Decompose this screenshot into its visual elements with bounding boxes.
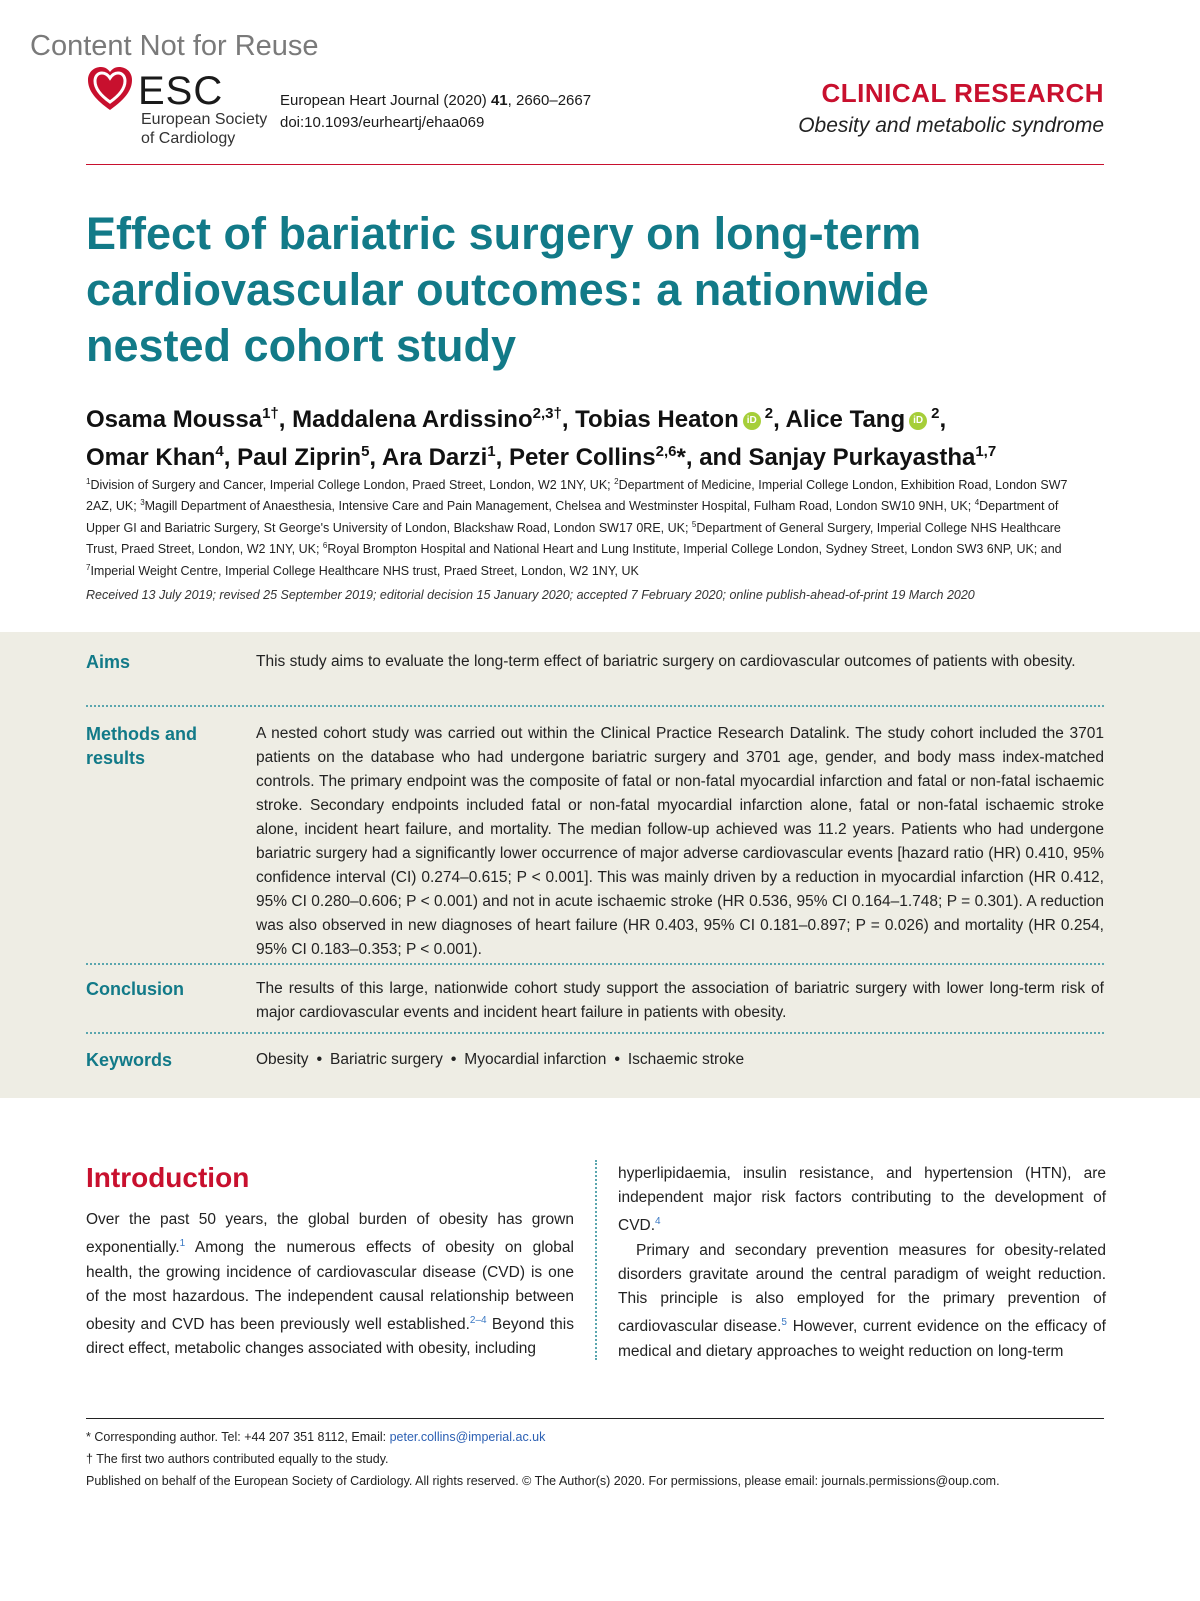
citation-link[interactable]: 2–4 <box>469 1314 487 1326</box>
author[interactable]: Osama Moussa$^{1\dagger}$ <box>86 405 279 433</box>
citation-link[interactable]: 1 <box>179 1238 186 1250</box>
aims-label: Aims <box>86 652 131 672</box>
author[interactable]: Maddalena Ardissino$^{2,3\dagger}$ <box>292 405 562 433</box>
header-divider <box>86 164 1104 165</box>
footnotes <box>86 1426 1104 1492</box>
logo-name-line-2: of Cardiology <box>141 130 236 147</box>
conclusion-label: Conclusion <box>86 979 184 999</box>
abstract-divider <box>86 1032 1104 1034</box>
heart-icon <box>86 66 134 112</box>
intro-paragraph: Primary and secondary prevention measures for obesity-related disorders gravitate around the central paradigm of weight reduction. This principle is also employed for the primary prevention of cardiovascular disease.$^5$ However, current evidence on the efficacy of medical and dietary approaches to weight reduction on long-term <box>618 1241 1106 1360</box>
corresponding-author-note: * Corresponding author. Tel: +44 207 351 8112, Email: peter.collins@imperial.ac.uk <box>86 1430 546 1444</box>
citation-link[interactable]: 4 <box>655 1216 661 1228</box>
author[interactable]: Peter Collins$^{2,6}$ <box>508 443 677 471</box>
keyword-separator: • <box>316 1051 322 1068</box>
journal-doi[interactable]: doi:10.1093/eurheartj/ehaa069 <box>280 114 485 131</box>
keyword[interactable]: Ischaemic stroke <box>627 1051 745 1068</box>
author[interactable]: Paul Ziprin$^5$ <box>237 443 370 471</box>
publication-dates: Received 13 July 2019; revised 25 September 2019; editorial decision 15 January 2020; accepted 7 February 2020; online publish-ahead-of-print 19 March 2020 <box>86 588 975 602</box>
keywords-label: Keywords <box>86 1050 173 1070</box>
abstract-divider <box>86 963 1104 965</box>
affiliations: $^1$Division of Surgery and Cancer, Imperial College London, Praed Street, London, W2 1NY, UK; $^2$Department of Medicine, Imperial College London, Exhibition Road, London SW7 2AZ, UK; $^3$Magill Department of Anaesthesia, Intensive Care and Pain Management, Chelsea and Westminster Hospital, Fulham Road, London SW10 9NH, UK; $^4$Department of Upper GI and Bariatric Surgery, St George's University of London, Blackshaw Road, London SW17 0RE, UK; $^5$Department of General Surgery, Imperial College NHS Healthcare Trust, Praed Street, London, W2 1NY, UK; $^6$Royal Brompton Hospital and National Heart and Lung Institute, Imperial College London, Sydney Street, London SW3 6NP, UK; and $^7$Imperial Weight Centre, Imperial College Healthcare NHS trust, Praed Street, London, W2 1NY, UK <box>86 477 1068 578</box>
equal-contribution-note: † The first two authors contributed equally to the study. <box>86 1452 389 1466</box>
logo-society-name <box>141 110 267 148</box>
keyword[interactable]: Myocardial infarction <box>464 1051 607 1068</box>
keyword[interactable]: Obesity <box>256 1051 309 1068</box>
intro-right-column <box>618 1162 1106 1364</box>
keyword-list <box>256 1048 1104 1072</box>
intro-left-column <box>86 1208 574 1362</box>
section-sub: Obesity and metabolic syndrome <box>798 114 1104 137</box>
logo-abbreviation: ESC <box>138 69 224 113</box>
methods-label: Methods and results <box>86 724 197 768</box>
aims-text: This study aims to evaluate the long-term effect of bariatric surgery on cardiovascular outcomes of patients with obesity. <box>256 653 1076 670</box>
email-link[interactable]: peter.collins@imperial.ac.uk <box>389 1430 546 1444</box>
orcid-icon[interactable]: iD <box>909 412 927 430</box>
orcid-icon[interactable]: iD <box>743 412 761 430</box>
esc-logo <box>86 66 276 148</box>
publisher-note: Published on behalf of the European Society of Cardiology. All rights reserved. © The Author(s) 2020. For permissions, please email: journals.permissions@oup.com. <box>86 1474 1000 1488</box>
intro-paragraph: Over the past 50 years, the global burden of obesity has grown exponentially.$^1$ Among the numerous effects of obesity on global health, the growing incidence of cardiovascular disease (CVD) is one of the most hazardous. The independent causal relationship between obesity and CVD has been previously well established.$^{2-4}$ Beyond this direct effect, metabolic changes associated with obesity, including <box>86 1211 574 1358</box>
section-tag <box>798 76 1104 142</box>
journal-citation <box>280 90 591 134</box>
section-main: CLINICAL RESEARCH <box>821 78 1104 108</box>
author-list: Osama Moussa$^{1\dagger}$, Maddalena Ardissino$^{2,3\dagger}$, Tobias Heaton iD $^2$, Alice Tang iD $^2$, Omar Khan$^4$, Paul Ziprin$^5$, Ara Darzi$^1$, Peter Collins$^{2,6}$*, and Sanjay Purkayastha$^{1,7}$ <box>86 405 997 471</box>
journal-name: European Heart Journal (2020) <box>280 92 491 109</box>
watermark: Content Not for Reuse <box>30 30 319 62</box>
journal-reference <box>280 90 591 112</box>
author[interactable]: Ara Darzi$^1$ <box>381 443 496 471</box>
keyword-separator: • <box>614 1051 620 1068</box>
citation-link[interactable]: 5 <box>781 1317 787 1329</box>
column-divider <box>595 1160 597 1360</box>
methods-text: A nested cohort study was carried out within the Clinical Practice Research Datalink. The study cohort included the 3701 patients on the database who had undergone bariatric surgery and 3701 age, gender, and body mass index-matched controls. The primary endpoint was the composite of fatal or non-fatal myocardial infarction and fatal or non-fatal ischaemic stroke. Secondary endpoints included fatal or non-fatal myocardial infarction alone, fatal or non-fatal ischaemic stroke alone, incident heart failure, and mortality. The median follow-up achieved was 11.2 years. Patients who had undergone bariatric surgery had a significantly lower occurrence of major adverse cardiovascular events [hazard ratio (HR) 0.410, 95% confidence interval (CI) 0.274–0.615; P < 0.001]. This was mainly driven by a reduction in myocardial infarction (HR 0.412, 95% CI 0.280–0.606; P < 0.001) and not in acute ischaemic stroke (HR 0.536, 95% CI 0.164–1.748; P = 0.301). A reduction was also observed in new diagnoses of heart failure (HR 0.403, 95% CI 0.181–0.897; P = 0.026) and mortality (HR 0.254, 95% CI 0.183–0.353; P < 0.001). <box>256 725 1104 958</box>
keyword[interactable]: Bariatric surgery <box>330 1051 443 1068</box>
intro-paragraph: hyperlipidaemia, insulin resistance, and hypertension (HTN), are independent major risk factors contributing to the development of CVD.$^4$ <box>618 1165 1106 1235</box>
author[interactable]: Sanjay Purkayastha$^{1,7}$ <box>748 443 997 471</box>
author[interactable]: Tobias Heaton iD $^2$ <box>575 405 774 433</box>
journal-volume: 41 <box>490 92 508 109</box>
footnote-divider <box>86 1418 1104 1419</box>
article-title: Effect of bariatric surgery on long-term cardiovascular outcomes: a nationwide nested cohort study <box>86 208 929 371</box>
logo-name-line-1: European Society <box>141 111 268 128</box>
journal-pages: , 2660–2667 <box>507 92 592 109</box>
keyword-separator: • <box>450 1051 457 1068</box>
author[interactable]: Omar Khan$^4$ <box>86 443 224 471</box>
abstract-divider <box>86 705 1104 707</box>
author[interactable]: Alice Tang iD $^2$ <box>785 405 940 433</box>
conclusion-text: The results of this large, nationwide cohort study support the association of bariatric surgery with lower long-term risk of major cardiovascular events and incident heart failure in patients with obesity. <box>256 980 1104 1021</box>
introduction-heading: Introduction <box>86 1162 250 1193</box>
